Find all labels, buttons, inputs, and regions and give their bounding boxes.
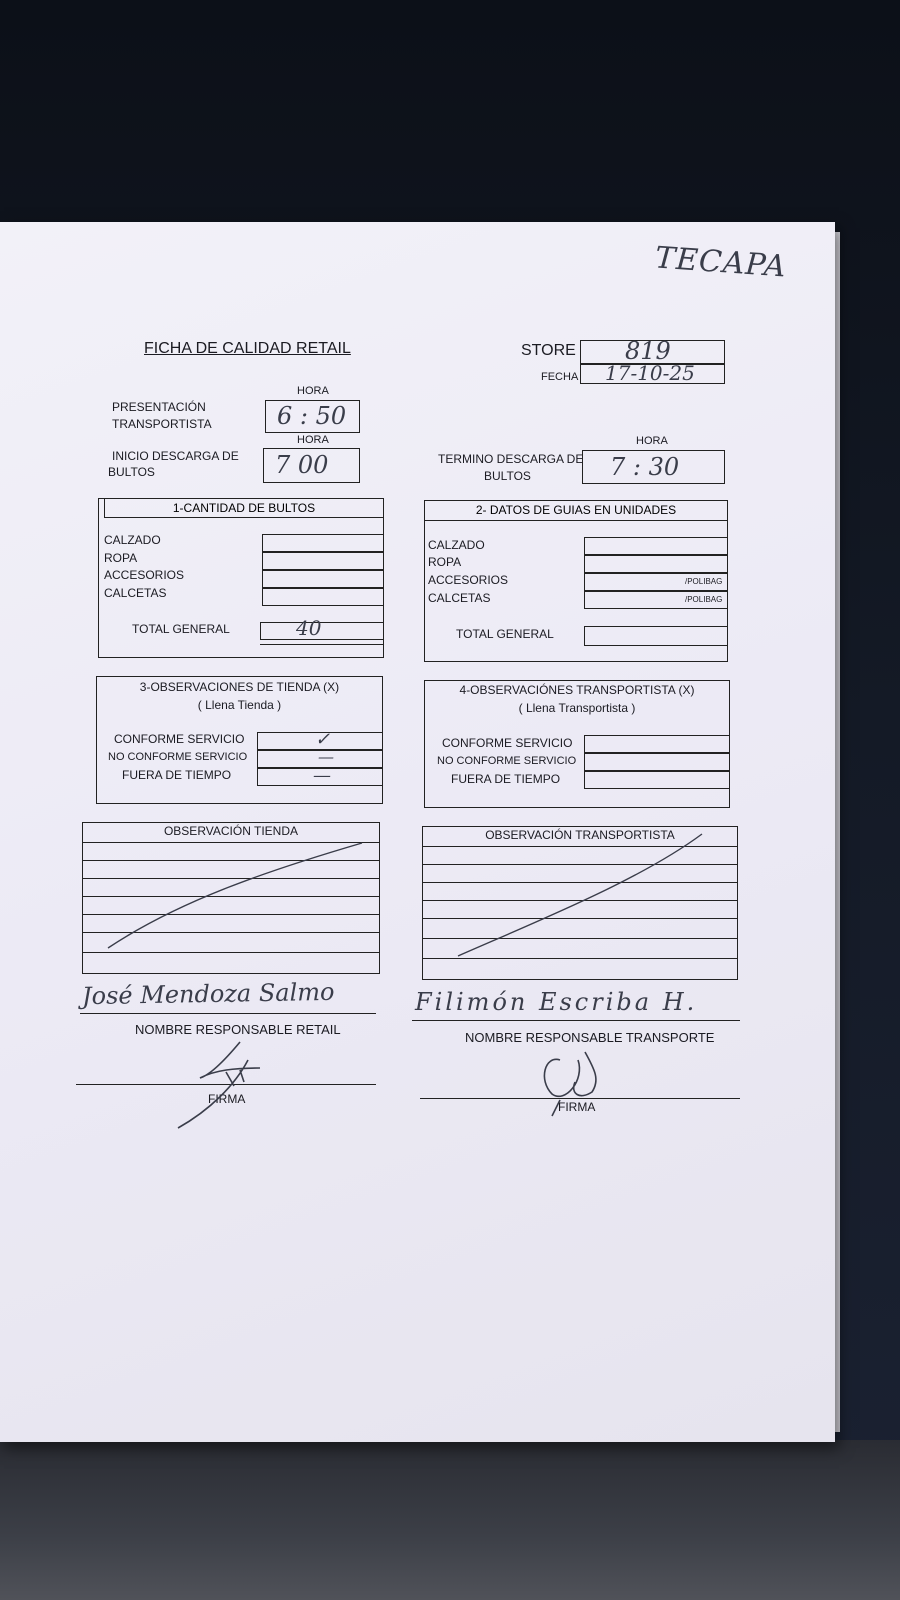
section1-total-input[interactable] xyxy=(260,622,384,640)
section1-input-accesorios[interactable] xyxy=(262,570,384,588)
transporte-name-handwriting: Filimón Escriba H. xyxy=(415,988,698,1016)
section3-title: 3-OBSERVACIONES DE TIENDA (X) xyxy=(139,680,340,694)
section3-subtitle: ( Llena Tienda ) xyxy=(197,698,282,712)
obs-tienda-title: OBSERVACIÓN TIENDA xyxy=(163,824,299,838)
section2-polibag-2: /POLIBAG xyxy=(685,595,723,604)
section2-header xyxy=(424,500,728,521)
store-label: STORE xyxy=(521,342,576,359)
obs-tienda-line-7 xyxy=(82,952,380,953)
obs-tienda-line-1 xyxy=(82,842,380,843)
obs-transportista-line-2 xyxy=(422,864,738,865)
obs-transportista-line-6 xyxy=(422,938,738,939)
section2-title: 2- DATOS DE GUIAS EN UNIDADES xyxy=(475,503,677,517)
obs-transportista-line-3 xyxy=(422,882,738,883)
hora-label-1: HORA xyxy=(297,385,329,397)
section1-row-calzado: CALZADO xyxy=(104,533,161,547)
section1-total-value: 40 xyxy=(296,616,322,640)
obs-transportista-frame xyxy=(422,826,738,980)
termino-label-2: BULTOS xyxy=(484,469,531,483)
obs-tienda-line-2 xyxy=(82,860,380,861)
section1-input-calzado[interactable] xyxy=(262,534,384,552)
section3-row-no-conforme: NO CONFORME SERVICIO xyxy=(108,751,248,763)
section4-check-no-conforme[interactable] xyxy=(584,753,730,771)
section3-mark-conforme: ✓ xyxy=(315,729,331,750)
presentacion-label-2: TRANSPORTISTA xyxy=(112,417,212,431)
obs-transportista-line-4 xyxy=(422,900,738,901)
section1-row-calcetas: CALCETAS xyxy=(104,586,167,600)
corner-handwriting: TECAPA xyxy=(653,240,788,285)
inicio-hora-value: 7 00 xyxy=(275,451,329,479)
transporte-firma-line xyxy=(420,1098,740,1099)
section4-subtitle: ( Llena Transportista ) xyxy=(518,701,636,715)
fecha-label: FECHA xyxy=(541,371,579,383)
section2-row-ropa: ROPA xyxy=(428,555,462,569)
section1-row-ropa: ROPA xyxy=(104,551,138,565)
retail-name-label: NOMBRE RESPONSABLE RETAIL xyxy=(135,1022,341,1037)
section3-mark-fuera: — xyxy=(313,765,331,786)
obs-transportista-line-1 xyxy=(422,846,738,847)
section1-bottom-rule xyxy=(260,644,384,645)
inicio-label-1: INICIO DESCARGA DE xyxy=(112,449,239,463)
transporte-name-label: NOMBRE RESPONSABLE TRANSPORTE xyxy=(465,1030,715,1045)
inicio-label-2: BULTOS xyxy=(108,465,155,479)
transporte-name-line xyxy=(412,1020,740,1021)
desk-surface xyxy=(0,1440,900,1600)
termino-label-1: TERMINO DESCARGA DE xyxy=(438,452,584,466)
obs-tienda-line-5 xyxy=(82,914,380,915)
fecha-value: 17-10-25 xyxy=(605,361,695,385)
presentacion-hora-value: 6 : 50 xyxy=(277,402,347,430)
section2-total-label: TOTAL GENERAL xyxy=(456,627,554,641)
obs-transportista-line-7 xyxy=(422,958,738,959)
section3-mark-no-conforme: — xyxy=(318,747,334,766)
hora-label-3: HORA xyxy=(636,435,668,447)
termino-hora-value: 7 : 30 xyxy=(610,453,680,481)
obs-transportista-title: OBSERVACIÓN TRANSPORTISTA xyxy=(485,828,675,842)
retail-firma-line xyxy=(76,1084,376,1085)
section4-row-conforme: CONFORME SERVICIO xyxy=(442,736,573,750)
section2-total-input[interactable] xyxy=(584,626,728,646)
retail-name-line xyxy=(80,1013,376,1014)
section4-check-fuera[interactable] xyxy=(584,771,730,789)
presentacion-label-1: PRESENTACIÓN xyxy=(112,400,206,414)
hora-label-2: HORA xyxy=(297,434,329,446)
retail-firma-label: FIRMA xyxy=(208,1092,246,1106)
section4-check-conforme[interactable] xyxy=(584,735,730,753)
section1-total-label: TOTAL GENERAL xyxy=(132,622,230,636)
section4-row-no-conforme: NO CONFORME SERVICIO xyxy=(437,755,577,767)
retail-name-handwriting: José Mendoza Salmo xyxy=(81,977,335,1011)
section2-polibag-1: /POLIBAG xyxy=(685,577,723,586)
form-title: FICHA DE CALIDAD RETAIL xyxy=(144,340,351,357)
obs-tienda-line-6 xyxy=(82,932,380,933)
store-value: 819 xyxy=(625,337,671,365)
section3-row-fuera: FUERA DE TIEMPO xyxy=(122,768,232,782)
obs-tienda-line-4 xyxy=(82,896,380,897)
section3-row-conforme: CONFORME SERVICIO xyxy=(114,732,245,746)
section1-row-accesorios: ACCESORIOS xyxy=(104,568,185,582)
section4-title: 4-OBSERVACIÓNES TRANSPORTISTA (X) xyxy=(459,683,695,697)
obs-transportista-line-5 xyxy=(422,918,738,919)
section1-title: 1-CANTIDAD DE BULTOS xyxy=(172,501,316,515)
section1-input-calcetas[interactable] xyxy=(262,588,384,606)
obs-tienda-line-3 xyxy=(82,878,380,879)
section2-row-calcetas: CALCETAS xyxy=(428,591,491,605)
section2-row-accesorios: ACCESORIOS xyxy=(428,573,509,587)
transporte-firma-label: FIRMA xyxy=(558,1100,596,1114)
section1-header xyxy=(104,498,384,518)
section2-input-calzado[interactable] xyxy=(584,537,728,555)
section1-input-ropa[interactable] xyxy=(262,552,384,570)
section4-row-fuera: FUERA DE TIEMPO xyxy=(451,772,561,786)
section2-row-calzado: CALZADO xyxy=(428,538,485,552)
section2-input-ropa[interactable] xyxy=(584,555,728,573)
